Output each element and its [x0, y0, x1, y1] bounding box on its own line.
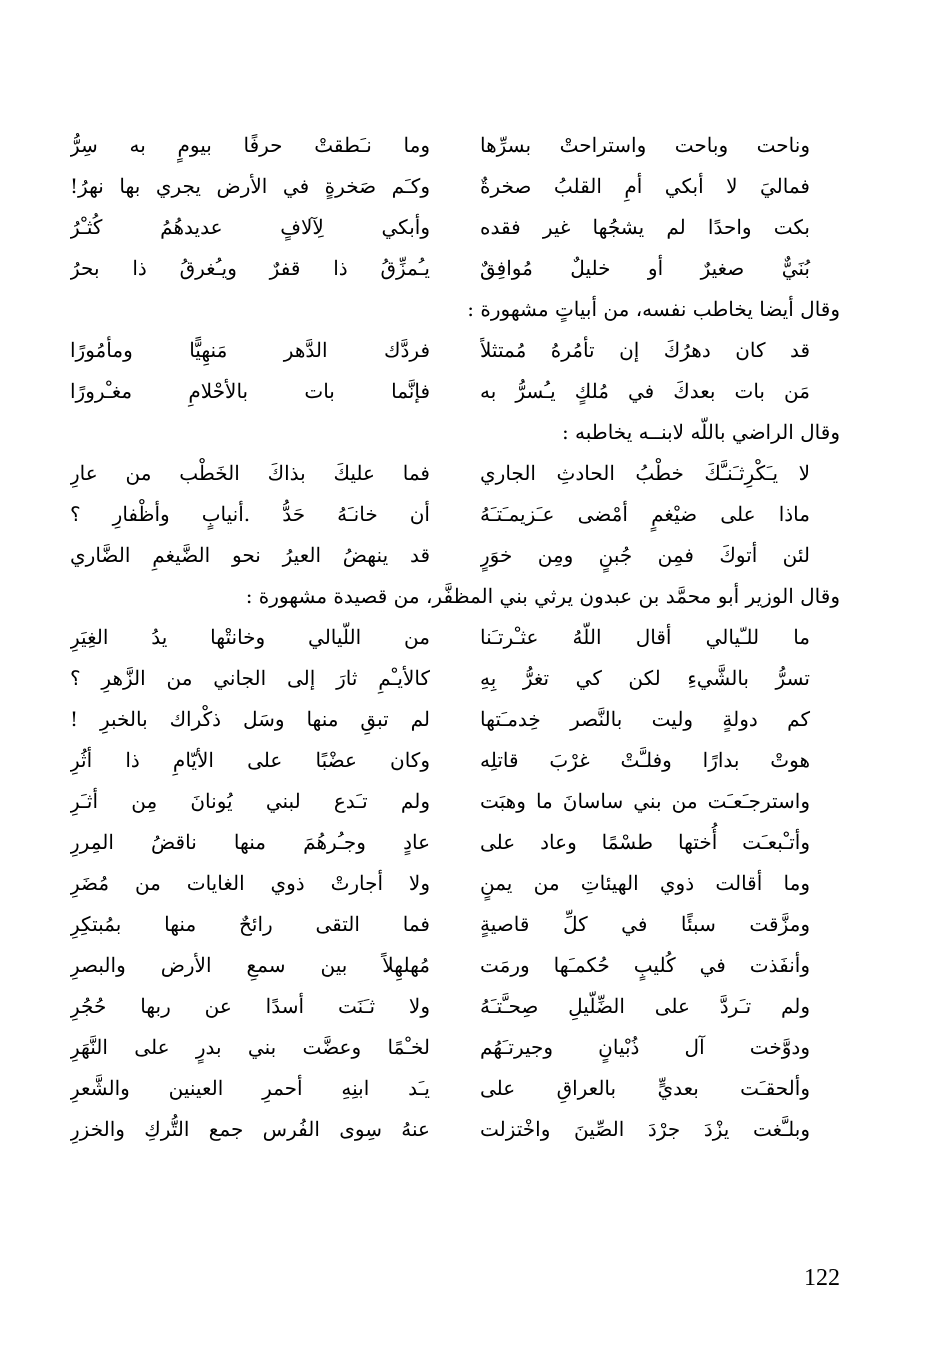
- verse-line: [70, 863, 840, 904]
- verse-line: [70, 453, 840, 494]
- verse-line: [70, 1068, 840, 1109]
- verse-line: [70, 1109, 840, 1150]
- verse-line: [70, 207, 840, 248]
- first-hemistich: وناحت وباحت واستراحتْ بسرِّها: [480, 133, 810, 157]
- second-hemistich: أن خانـَهُ حَدُّ .أنيابٍ وأظْفارِ ؟: [70, 502, 430, 526]
- first-hemistich: وبلـَّغت يزْدَ جرْدَ الصِّينَ واخْتزلت: [480, 1117, 810, 1141]
- first-hemistich: فماليَ لا أبكي أمِ القلبُ صخرةٌ: [480, 174, 810, 198]
- first-hemistich: كم دولةٍ وليت بالنَّصر خِدمـَتها: [480, 707, 810, 731]
- first-hemistich: تسرُّ بالشَّيءِ لكن كي تغرُّ بِهِ: [480, 666, 810, 690]
- second-hemistich: يـَد ابنِهِ أحمرِ العينين والشَّعرِ: [70, 1076, 430, 1100]
- prose-line: وقال أيضا يخاطب نفسه، من أبياتٍ مشهورة :: [467, 297, 840, 321]
- first-hemistich: ومزَّقت سبئًا في كلِّ قاصيةٍ: [480, 912, 810, 936]
- first-hemistich: واسترجـَعـَت من بني ساسانَ ما وهبَت: [480, 789, 810, 813]
- verse-line: [70, 740, 840, 781]
- second-hemistich: ولا ثـَنَت أسدًا عن ربها حُجُرِ: [70, 994, 430, 1018]
- second-hemistich: فما عليكَ بذاكَ الخَطْب من عارِ: [70, 461, 430, 485]
- second-hemistich: يـُمزِّقُ ذا قفرٌ ويـُغرقُ ذا بحرُ: [70, 256, 430, 280]
- first-hemistich: لئن أتوكَ فمِن جُبنٍ ومِن خوَرٍ: [480, 543, 810, 567]
- second-hemistich: فما التقى رائحٌ منها بمُبتكِرِ: [70, 912, 430, 936]
- second-hemistich: من اللّيالي وخانتْها يدُ الغِيَرِ: [70, 625, 430, 649]
- second-hemistich: وكان عضْبًا على الأيّامِ ذا أثُرِ: [70, 748, 430, 772]
- first-hemistich: قد كان دهرُكَ إن تأمُرهُ مُمتثلاً: [480, 338, 810, 362]
- verse-line: [70, 699, 840, 740]
- first-hemistich: وما أقالت ذوي الهيئاتِ من يمنٍ: [480, 871, 810, 895]
- verse-line: [70, 986, 840, 1027]
- verse-line: [70, 125, 840, 166]
- second-hemistich: عادٍ وجـُرهُمَ منها ناقضُ المِررِ: [70, 830, 430, 854]
- verse-line: [70, 822, 840, 863]
- verse-line: [70, 781, 840, 822]
- verse-line: [70, 904, 840, 945]
- page-number: 122: [804, 1265, 840, 1291]
- second-hemistich: مُهلهِلاً بين سمعِ الأرض والبصرِ: [70, 953, 430, 977]
- verse-line: [70, 658, 840, 699]
- second-hemistich: وما نـَطقتْ حرفًا بيومٍ به سِرُّ: [70, 133, 430, 157]
- first-hemistich: وأتـْبعـَت أُختها طسْمًا وعاد على: [480, 830, 810, 854]
- first-hemistich: وأنفَذت في كُليبٍ حُكمـَها ورمَت: [480, 953, 810, 977]
- first-hemistich: بكت واحدًا لم يشجُها غير فقده: [480, 215, 810, 239]
- first-hemistich: لا يـَكْرِثـَنـَّكَ خطْبُ الحادثِ الجاري: [480, 461, 810, 485]
- prose-line: وقال الراضي باللّه لابنــه يخاطبه :: [561, 420, 840, 444]
- verse-line: [70, 945, 840, 986]
- second-hemistich: فإنَّما بات بالأحْلامِ مغـْرورًا: [70, 379, 430, 403]
- first-hemistich: وألحقـَت بعديٍّ بالعراقِ على: [480, 1076, 810, 1100]
- first-hemistich: ولم تـَردَّ على الضِّلّيلِ صِحـَّتـَهُ: [480, 994, 810, 1018]
- verse-line: [70, 494, 840, 535]
- first-hemistich: مَن بات بعدكَ في مُلكٍ يـُسرُّ به: [480, 379, 810, 403]
- verse-line: [70, 166, 840, 207]
- first-hemistich: ودوَّخت آل ذُبْيانٍ وجيرتـَهُم: [480, 1035, 810, 1059]
- second-hemistich: فردَّك الدَّهر مَنهِيًّا ومأمُورًا: [70, 338, 430, 362]
- second-hemistich: لم تبقِ منها وسَل ذكْراك بالخبرِ !: [70, 707, 430, 731]
- second-hemistich: قد ينهضُ العيرُ نحو الضَّيغمِ الضَّاري: [70, 543, 430, 567]
- first-hemistich: بُنَيٌّ صغيرٌ أو خليلٌ مُوافِقٌ: [480, 256, 810, 280]
- second-hemistich: عنهُ سِوى الفُرس جمع التُّركِ والخزرِ: [70, 1117, 430, 1141]
- poem-text-block: [70, 125, 840, 1150]
- second-hemistich: وكـَم صَخرةٍ في الأرض يجري بها نهرُ!: [70, 174, 430, 198]
- verse-line: [70, 330, 840, 371]
- second-hemistich: ولم تـَدع لبني يُونانَ مِن أثـَرِ: [70, 789, 430, 813]
- second-hemistich: وأبكي لِآلافٍ عديدهُمُ كُثـْرُ: [70, 215, 430, 239]
- verse-line: [70, 535, 840, 576]
- verse-line: [70, 248, 840, 289]
- second-hemistich: لخـْمًا وعضَّت بني بدرٍ على النَّهَرِ: [70, 1035, 430, 1059]
- verse-line: [70, 371, 840, 412]
- verse-line: [70, 617, 840, 658]
- verse-line: [70, 1027, 840, 1068]
- prose-line: وقال الوزير أبو محمَّد بن عبدون يرثي بني المظفَّر، من قصيدة مشهورة :: [245, 584, 840, 608]
- second-hemistich: كالأيـْمِ ثارَ إلى الجاني من الزَّهرِ ؟: [70, 666, 430, 690]
- first-hemistich: ماذا على ضيْغمٍ أمْضى عـَزيمـَتـَهُ: [480, 502, 810, 526]
- second-hemistich: ولا أجارتْ ذوي الغايات من مُضَرِ: [70, 871, 430, 895]
- first-hemistich: ما للـّيالي أقال اللّهُ عثـْرتـَنا: [480, 625, 810, 649]
- first-hemistich: هوتْ بدارًا وفلـَّتْ غرْبَ قاتلِه: [480, 748, 810, 772]
